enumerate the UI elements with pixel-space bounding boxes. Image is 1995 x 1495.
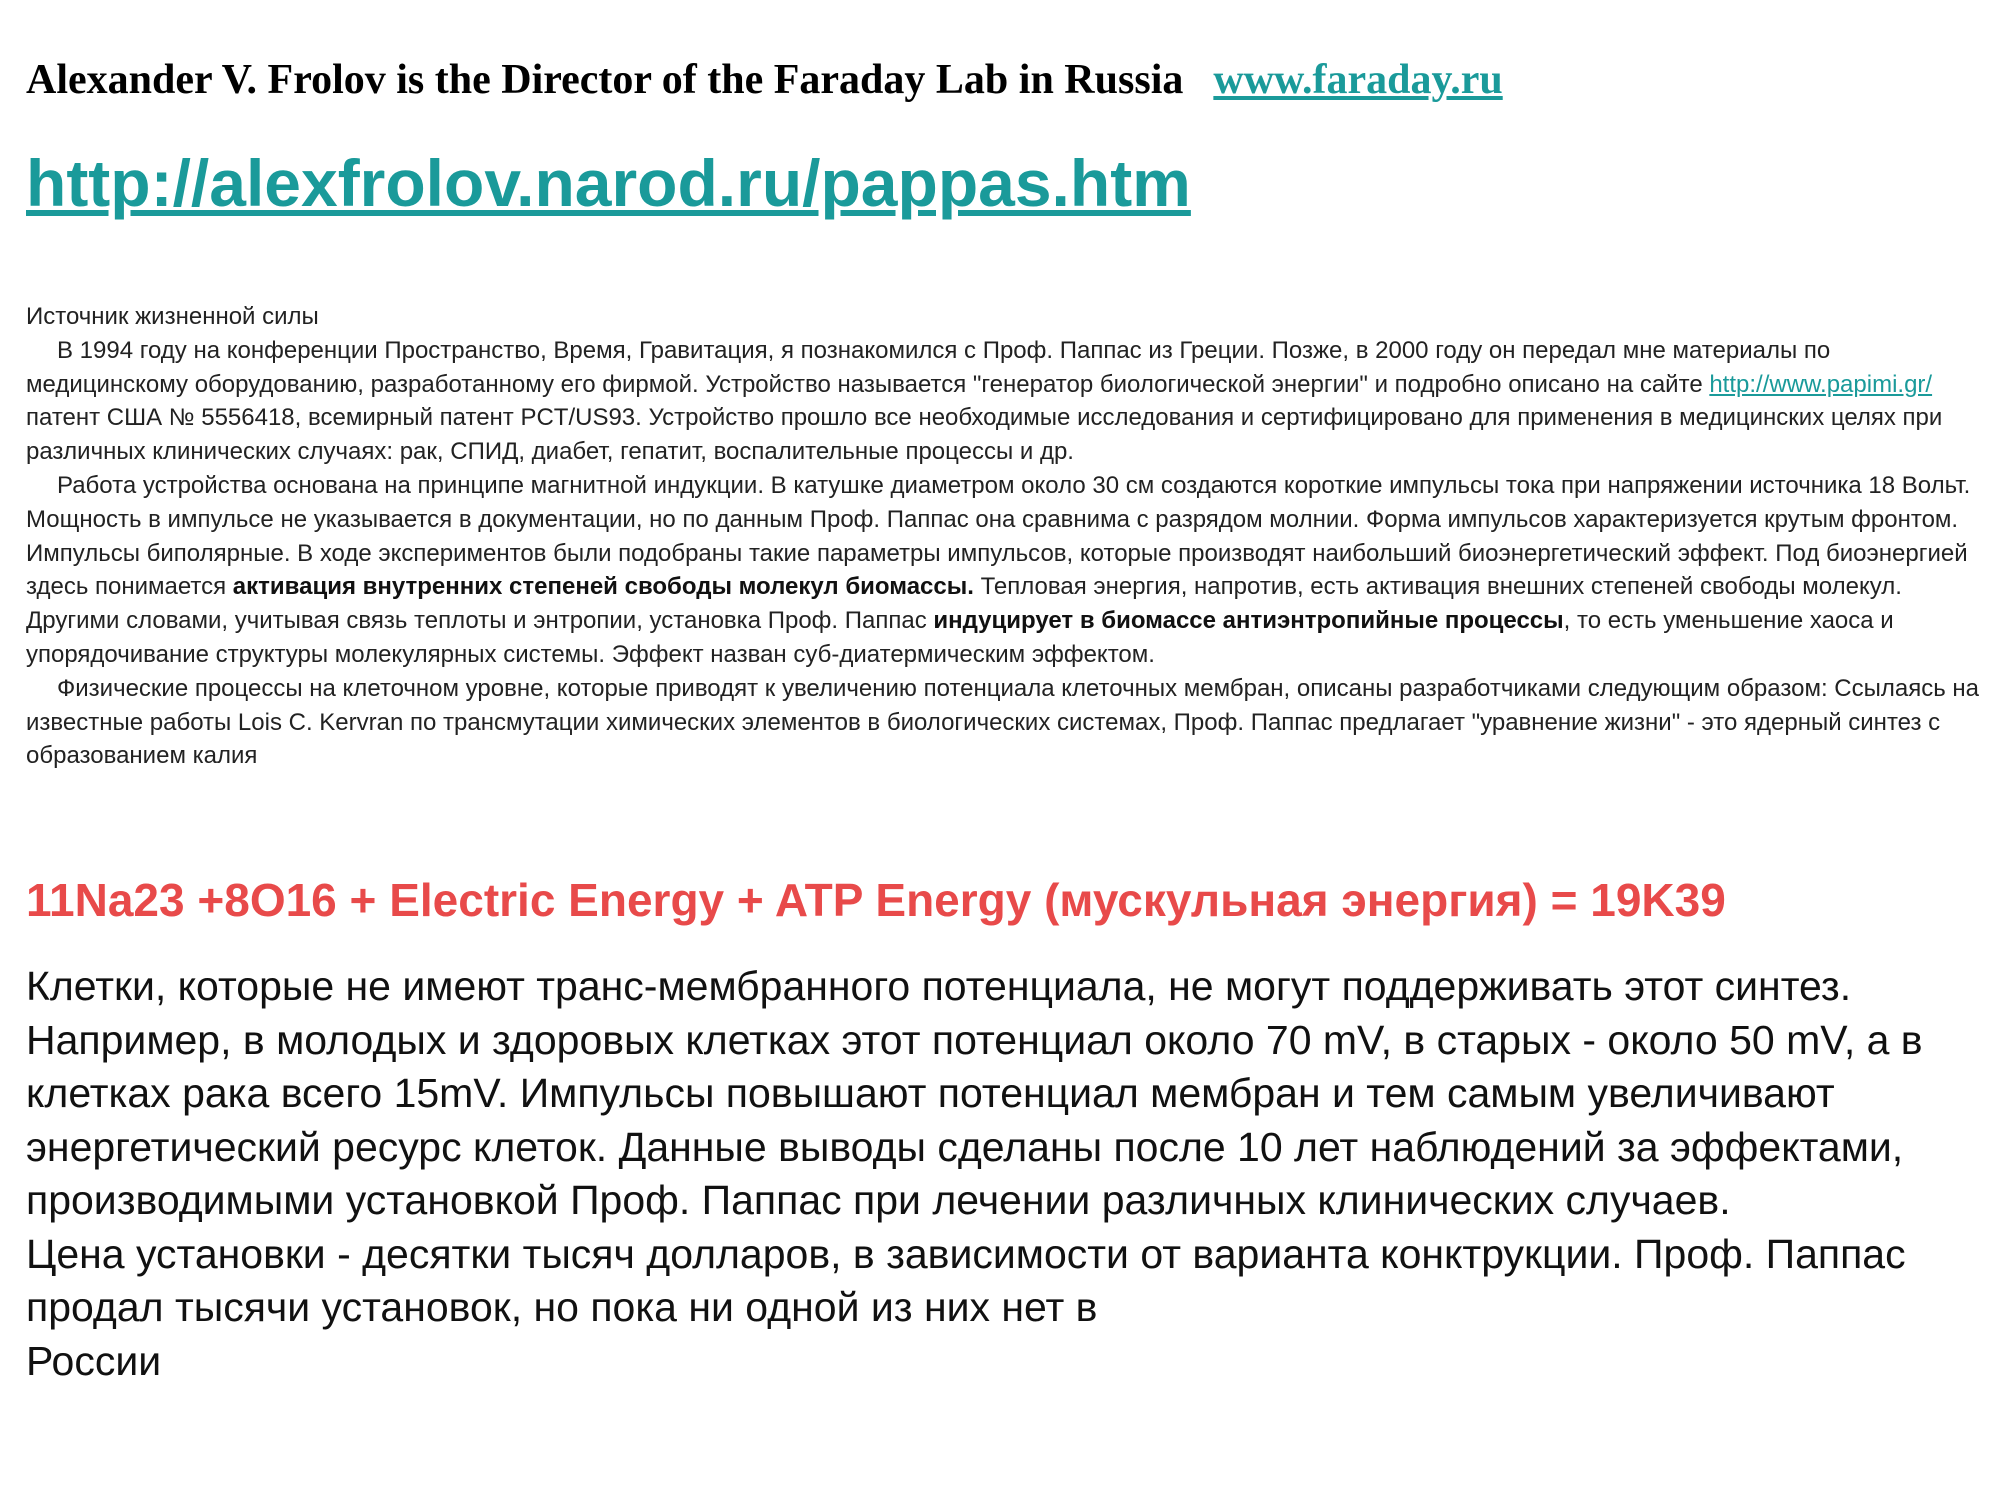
p1-text-before: В 1994 году на конференции Пространство, Время, Гравитация, я познакомился с Проф. Паппас из Греции. Позже, в 2000 году он передал мне материалы по медицинскому оборудованию, разработанному его фирмой. Устройство называется "генератор биологической энергии" и подробно описано на сайте: [26, 336, 1831, 398]
p2-text-1: Работа устройства основана на принципе магнитной индукции. В катушке диаметром около 30 см создаются короткие импульсы тока при напряжении источника 18 Вольт. Мощность в импульсе не указывается в документации, но по данным Проф. Паппас она сравнима с разрядом молнии. Форма импульсов характеризуется крутым фронтом. Импульсы биполярные. В ходе экспериментов были подобраны такие параметры импульсов, которые производят наибольший биоэнергетический эффект. Под биоэнергией здесь понимается: [26, 471, 1971, 601]
paragraph-1: [26, 334, 1981, 469]
p2-text-2: Тепловая энергия, напротив, есть активация внешних степеней свободы молекул. Другими словами, учитывая связь теплоты и энтропии, установка Проф. Паппас: [26, 573, 1902, 635]
conclusion-paragraph-3: России: [26, 1337, 162, 1384]
main-url-link[interactable]: http://alexfrolov.narod.ru/pappas.htm: [26, 146, 1191, 220]
life-equation: 11Na23 +8O16 + Electric Energy + ATP Energy (мускульная энергия) = 19K39: [26, 874, 1726, 926]
article-body: [26, 300, 1981, 773]
p1-text-after: патент США № 5556418, всемирный патент PCT/US93. Устройство прошло все необходимые исследования и сертифицировано для применения в медицинских целях при различных клинических случаях: рак, СПИД, диабет, гепатит, воспалительные процессы и др.: [26, 404, 1943, 466]
p2-text-3: , то есть уменьшение хаоса и упорядочивание структуры молекулярных системы. Эффект назван суб-диатермическим эффектом.: [26, 607, 1894, 668]
article-title: Источник жизненной силы: [26, 303, 319, 330]
author-line: Alexander V. Frolov is the Director of the Faraday Lab in Russia: [26, 57, 1184, 103]
p2-bold-1: активация внутренних степеней свободы молекул биомассы.: [232, 573, 974, 601]
papimi-link[interactable]: http://www.papimi.gr/: [1709, 370, 1933, 398]
paragraph-3: Физические процессы на клеточном уровне, которые приводят к увеличению потенциала клеточных мембран, описаны разработчиками следующим образом: Ссылаясь на известные работы Lois C. Kervran по трансмутации химических элементов в биологических системах, Проф. Паппас предлагает "уравнение жизни" - это ядерный синтез с образованием калия: [26, 674, 1979, 770]
conclusion-paragraph-1: Клетки, которые не имеют транс-мембранного потенциала, не могут поддерживать этот синтез. Например, в молодых и здоровых клетках этот потенциал около 70 mV, в старых - около 50 mV, а в клетках рака всего 15mV. Импульсы повышают потенциал мембран и тем самым увеличивают энергетический ресурс клеток. Данные выводы сделаны после 10 лет наблюдений за эффектами, производимыми установкой Проф. Паппас при лечении различных клинических случаев.: [26, 963, 1923, 1223]
p2-bold-2: индуцирует в биомассе антиэнтропийные процессы: [933, 607, 1564, 635]
conclusion-paragraph-2: Цена установки - десятки тысяч долларов, в зависимости от варианта конктрукции. Проф. Паппас продал тысячи установок, но пока ни одной из них нет в: [26, 1230, 1906, 1330]
header-line: [26, 50, 1503, 110]
paragraph-2: [26, 469, 1981, 672]
conclusion-block: [26, 960, 1986, 1388]
faraday-site-link[interactable]: www.faraday.ru: [1213, 57, 1503, 103]
